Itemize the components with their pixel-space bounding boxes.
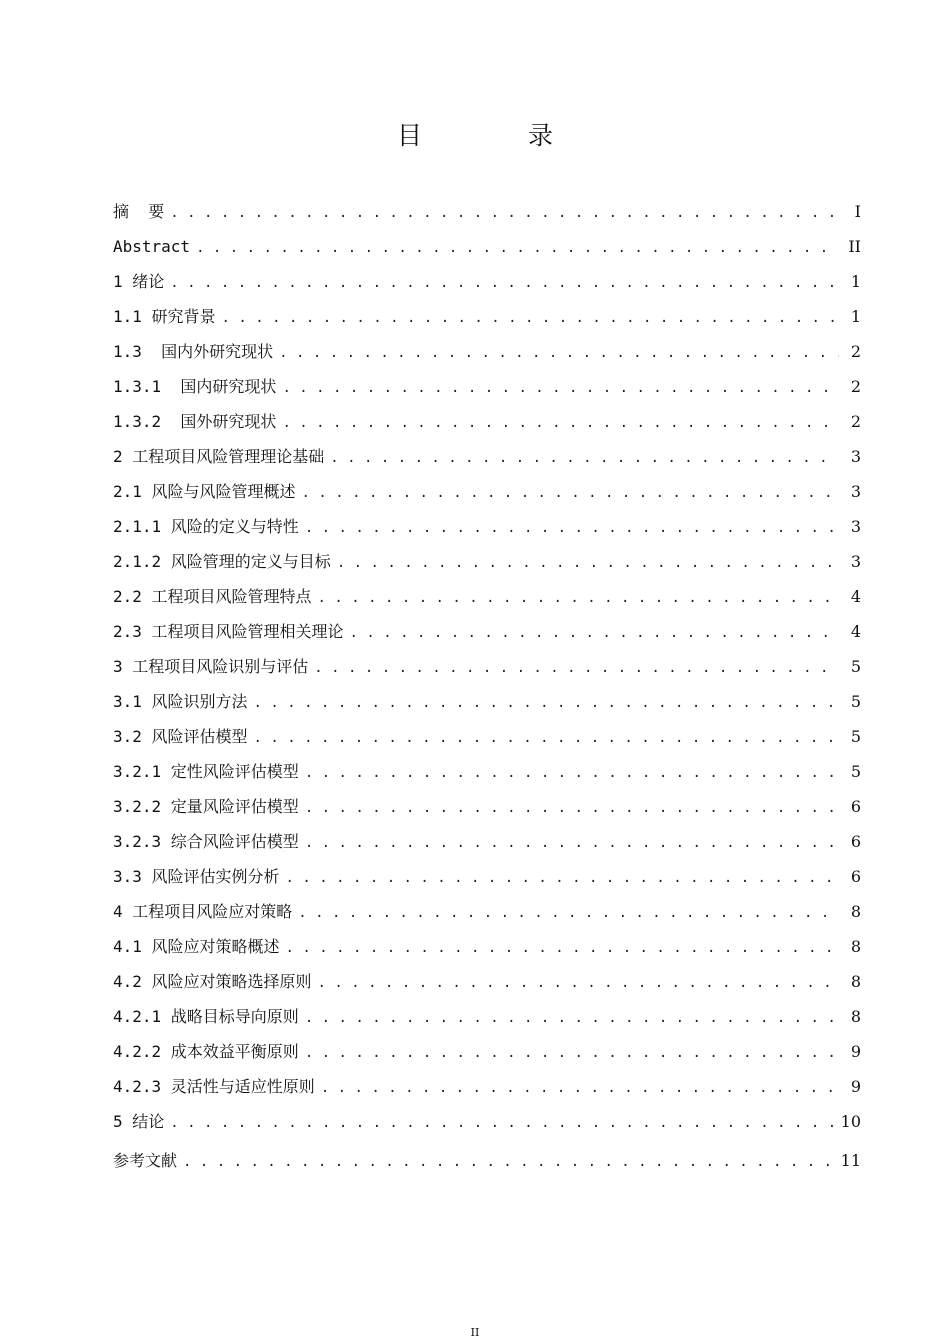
toc-page-number: 5 (850, 762, 861, 781)
toc-entry[interactable] (113, 1108, 861, 1143)
toc-leader-dots (314, 654, 839, 682)
toc-leader-dots (302, 479, 839, 507)
toc-entry-title: 1 绪论 (113, 272, 165, 291)
toc-leader-dots (305, 759, 839, 787)
toc-entry[interactable] (113, 758, 861, 793)
toc-entry[interactable] (113, 1147, 861, 1182)
toc-page-number: I (854, 202, 861, 221)
toc-entry[interactable] (113, 268, 861, 303)
toc-page-number: 6 (850, 797, 861, 816)
toc-entry-title: 4.2.3 灵活性与适应性原则 (113, 1077, 315, 1096)
toc-entry-title: 3.2.3 综合风险评估模型 (113, 832, 299, 851)
toc-page-number: 4 (850, 587, 861, 606)
toc-leader-dots (318, 969, 839, 997)
toc-entry[interactable] (113, 338, 861, 373)
toc-entry[interactable] (113, 373, 861, 408)
toc-entry[interactable] (113, 1038, 861, 1073)
toc-entry[interactable] (113, 688, 861, 723)
toc-page-number: 2 (850, 342, 861, 361)
toc-page-number: 3 (850, 482, 861, 501)
toc-leader-dots (183, 1148, 833, 1176)
toc-page-number: 11 (840, 1151, 861, 1170)
toc-leader-dots (305, 1039, 839, 1067)
toc-entry-title: 2 工程项目风险管理理论基础 (113, 447, 325, 466)
toc-leader-dots (305, 829, 839, 857)
toc-page-number: 9 (850, 1042, 861, 1061)
toc-entry[interactable] (113, 968, 861, 1003)
toc-page-number: 5 (850, 727, 861, 746)
toc-leader-dots (286, 934, 839, 962)
toc-leader-dots (305, 794, 839, 822)
toc-leader-dots (318, 584, 839, 612)
toc-entry-title: 5 结论 (113, 1112, 165, 1131)
toc-page-number: 6 (850, 867, 861, 886)
toc-entry-title: 4.2 风险应对策略选择原则 (113, 972, 312, 991)
toc-entry[interactable] (113, 828, 861, 863)
toc-entry-title: 4 工程项目风险应对策略 (113, 902, 293, 921)
toc-page-number: 4 (850, 622, 861, 641)
toc-entry[interactable] (113, 618, 861, 653)
toc-entry-title: 3.2 风险评估模型 (113, 727, 248, 746)
toc-entry-title: 参考文献 (113, 1151, 178, 1170)
toc-page-number: 5 (850, 692, 861, 711)
toc-page-number: 3 (850, 552, 861, 571)
toc-entry[interactable] (113, 303, 861, 338)
toc-page-number: 2 (850, 412, 861, 431)
toc-entry-title: 2.2 工程项目风险管理特点 (113, 587, 312, 606)
toc-leader-dots (279, 339, 839, 367)
toc-entry-title: 3.3 风险评估实例分析 (113, 867, 280, 886)
toc-entry[interactable] (113, 1073, 861, 1108)
toc-page-number: 3 (850, 517, 861, 536)
toc-leader-dots (321, 1074, 839, 1102)
toc-leader-dots (286, 864, 839, 892)
toc-page-number: 3 (850, 447, 861, 466)
toc-leader-dots (298, 899, 839, 927)
toc-entry[interactable] (113, 408, 861, 443)
toc-leader-dots (196, 234, 839, 262)
toc-entry-title: 1.1 研究背景 (113, 307, 216, 326)
table-of-contents (113, 198, 861, 1182)
toc-page-number: 1 (850, 307, 861, 326)
toc-entry-title: 4.2.2 成本效益平衡原则 (113, 1042, 299, 1061)
toc-entry[interactable] (113, 513, 861, 548)
toc-entry[interactable] (113, 1003, 861, 1038)
toc-entry[interactable] (113, 793, 861, 828)
toc-entry-title: 摘 要 (113, 202, 165, 221)
toc-entry[interactable] (113, 198, 861, 233)
toc-entry[interactable] (113, 478, 861, 513)
toc-leader-dots (170, 1109, 832, 1137)
page-footer-number: II (470, 1326, 480, 1339)
toc-entry[interactable] (113, 653, 861, 688)
toc-entry-title: 3.1 风险识别方法 (113, 692, 248, 711)
toc-entry[interactable] (113, 863, 861, 898)
toc-page-number: 5 (850, 657, 861, 676)
toc-page-number: 2 (850, 377, 861, 396)
toc-entry-title: 1.3.2 国外研究现状 (113, 412, 277, 431)
toc-page-number: 6 (850, 832, 861, 851)
toc-page-number: 9 (850, 1077, 861, 1096)
toc-entry[interactable] (113, 548, 861, 583)
toc-leader-dots (337, 549, 839, 577)
toc-entry-title: 1.3.1 国内研究现状 (113, 377, 277, 396)
toc-leader-dots (282, 374, 839, 402)
toc-entry-title: 4.1 风险应对策略概述 (113, 937, 280, 956)
toc-page-number: 8 (850, 902, 861, 921)
toc-leader-dots (330, 444, 839, 472)
toc-leader-dots (170, 199, 839, 227)
toc-entry-title: 2.1.1 风险的定义与特性 (113, 517, 299, 536)
toc-entry-title: 3 工程项目风险识别与评估 (113, 657, 309, 676)
toc-leader-dots (254, 689, 839, 717)
toc-entry-title: 2.1 风险与风险管理概述 (113, 482, 296, 501)
toc-leader-dots (170, 269, 839, 297)
toc-leader-dots (305, 514, 839, 542)
toc-entry[interactable] (113, 443, 861, 478)
toc-page-number: 10 (840, 1112, 861, 1131)
toc-entry[interactable] (113, 933, 861, 968)
toc-page-number: 8 (850, 972, 861, 991)
toc-entry-title: 3.2.2 定量风险评估模型 (113, 797, 299, 816)
toc-leader-dots (282, 409, 839, 437)
toc-page-number: II (848, 237, 861, 256)
toc-page-number: 8 (850, 937, 861, 956)
toc-page-number: 8 (850, 1007, 861, 1026)
toc-entry-title: Abstract (113, 237, 191, 256)
toc-leader-dots (305, 1004, 839, 1032)
toc-entry-title: 3.2.1 定性风险评估模型 (113, 762, 299, 781)
page-title: 目 录 (397, 121, 583, 150)
toc-entry-title: 2.1.2 风险管理的定义与目标 (113, 552, 331, 571)
toc-entry[interactable] (113, 233, 861, 268)
toc-page-number: 1 (850, 272, 861, 291)
toc-entry[interactable] (113, 583, 861, 618)
toc-entry-title: 4.2.1 战略目标导向原则 (113, 1007, 299, 1026)
toc-entry[interactable] (113, 898, 861, 933)
toc-entry-title: 1.3 国内外研究现状 (113, 342, 274, 361)
toc-leader-dots (350, 619, 839, 647)
toc-leader-dots (222, 304, 839, 332)
toc-entry-title: 2.3 工程项目风险管理相关理论 (113, 622, 344, 641)
toc-leader-dots (254, 724, 839, 752)
toc-entry[interactable] (113, 723, 861, 758)
